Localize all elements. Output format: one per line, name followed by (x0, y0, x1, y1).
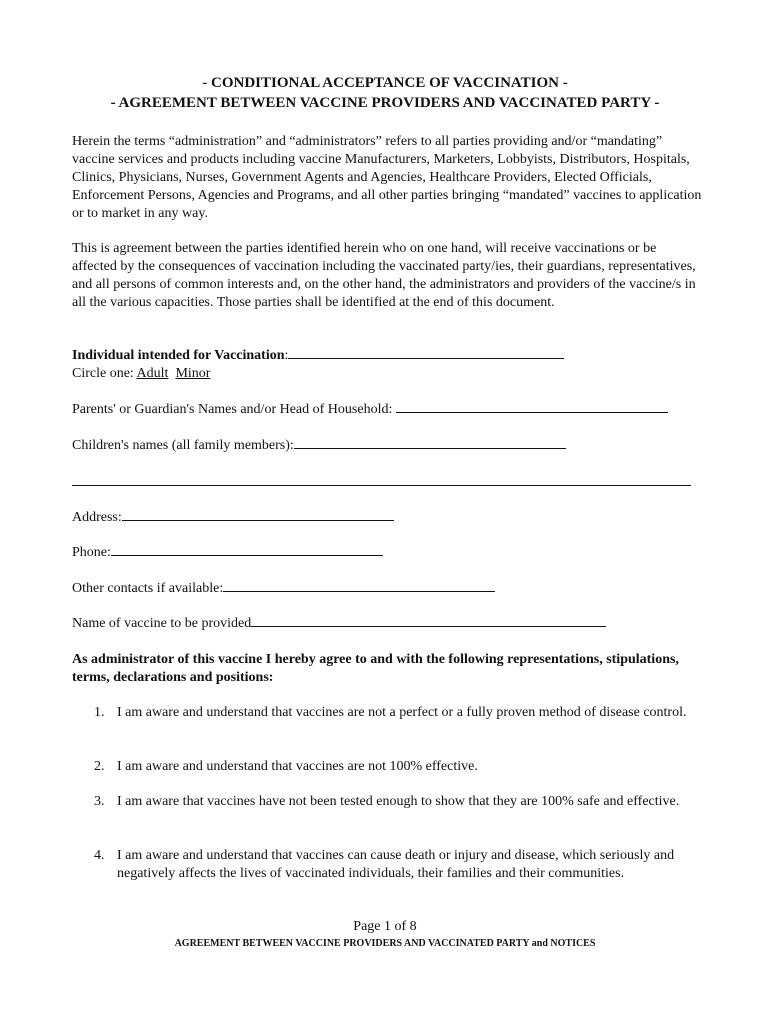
individual-blank[interactable] (288, 346, 564, 359)
other-contacts-field-row (72, 579, 495, 598)
circle-label: Circle one: (72, 366, 137, 381)
vaccine-name-label: Name of vaccine to be provided (72, 616, 252, 631)
individual-field-row (72, 346, 564, 365)
list-item-text: I am aware that vaccines have not been tested enough to show that they are 100% safe and effective. (117, 794, 680, 809)
other-contacts-label: Other contacts if available: (72, 581, 224, 596)
parents-label: Parents' or Guardian's Names and/or Head of Household: (72, 402, 396, 417)
intro-paragraph-1: Herein the terms “administration” and “administrators” refers to all parties providing and/or “mandating” vaccine services and products including vaccine Manufacturers, Marketers, Lobbyists, Distributors, Hospitals, Clinics, Physicians, Nurses, Government Agents and Agencies, Healthcare Providers, Elected Officials, Enforcement Persons, Agencies and Programs, and all other parties bringing “mandated” vaccines to application or to market in any way. (72, 134, 702, 221)
phone-field-row (72, 543, 383, 562)
list-item-number: 1. (94, 705, 105, 720)
vaccine-name-field-row (72, 614, 606, 633)
parents-blank[interactable] (396, 400, 668, 413)
phone-blank[interactable] (111, 543, 383, 556)
intro-paragraph-2: This is agreement between the parties identified herein who on one hand, will receive vaccinations or be affected by the consequences of vaccination including the vaccinated party/ies, their guardians, representatives, and all persons of common interests and, on the other hand, the administrators and providers of the vaccine/s in all the various capacities. Those parties shall be identified at the end of this document. (72, 241, 696, 310)
phone-label: Phone: (72, 545, 111, 560)
address-label: Address: (72, 510, 122, 525)
children-label: Children's names (all family members): (72, 438, 294, 453)
continuation-blank-line[interactable] (72, 485, 691, 486)
list-item-text: I am aware and understand that vaccines are not a perfect or a fully proven method of disease control. (117, 705, 687, 720)
adult-option[interactable]: Adult (136, 366, 169, 381)
vaccine-name-blank[interactable] (251, 614, 606, 627)
footer-caption: AGREEMENT BETWEEN VACCINE PROVIDERS AND VACCINATED PARTY and NOTICES (174, 938, 596, 949)
circle-one-row (72, 365, 210, 383)
agreement-heading: As administrator of this vaccine I hereby agree to and with the following representations, stipulations, terms, declarations and positions: (72, 652, 679, 685)
list-item-number: 4. (94, 848, 105, 863)
list-item-number: 3. (94, 794, 105, 809)
individual-colon: : (284, 348, 289, 363)
list-item-number: 2. (94, 759, 105, 774)
children-field-row (72, 436, 566, 455)
parents-field-row (72, 400, 668, 419)
list-item-text: I am aware and understand that vaccines are not 100% effective. (117, 759, 478, 774)
address-blank[interactable] (122, 508, 394, 521)
other-contacts-blank[interactable] (223, 579, 495, 592)
list-item-text: I am aware and understand that vaccines can cause death or injury and disease, which seriously and negatively affects the lives of vaccinated individuals, their families and their communities. (117, 848, 675, 881)
children-blank[interactable] (294, 436, 566, 449)
page-number: Page 1 of 8 (353, 919, 417, 934)
minor-option[interactable]: Minor (175, 366, 211, 381)
address-field-row (72, 508, 394, 527)
document-title-line1: - CONDITIONAL ACCEPTANCE OF VACCINATION - (202, 75, 568, 91)
individual-label: Individual intended for Vaccination (72, 348, 285, 363)
document-title-line2: - AGREEMENT BETWEEN VACCINE PROVIDERS AND VACCINATED PARTY - (110, 95, 660, 111)
